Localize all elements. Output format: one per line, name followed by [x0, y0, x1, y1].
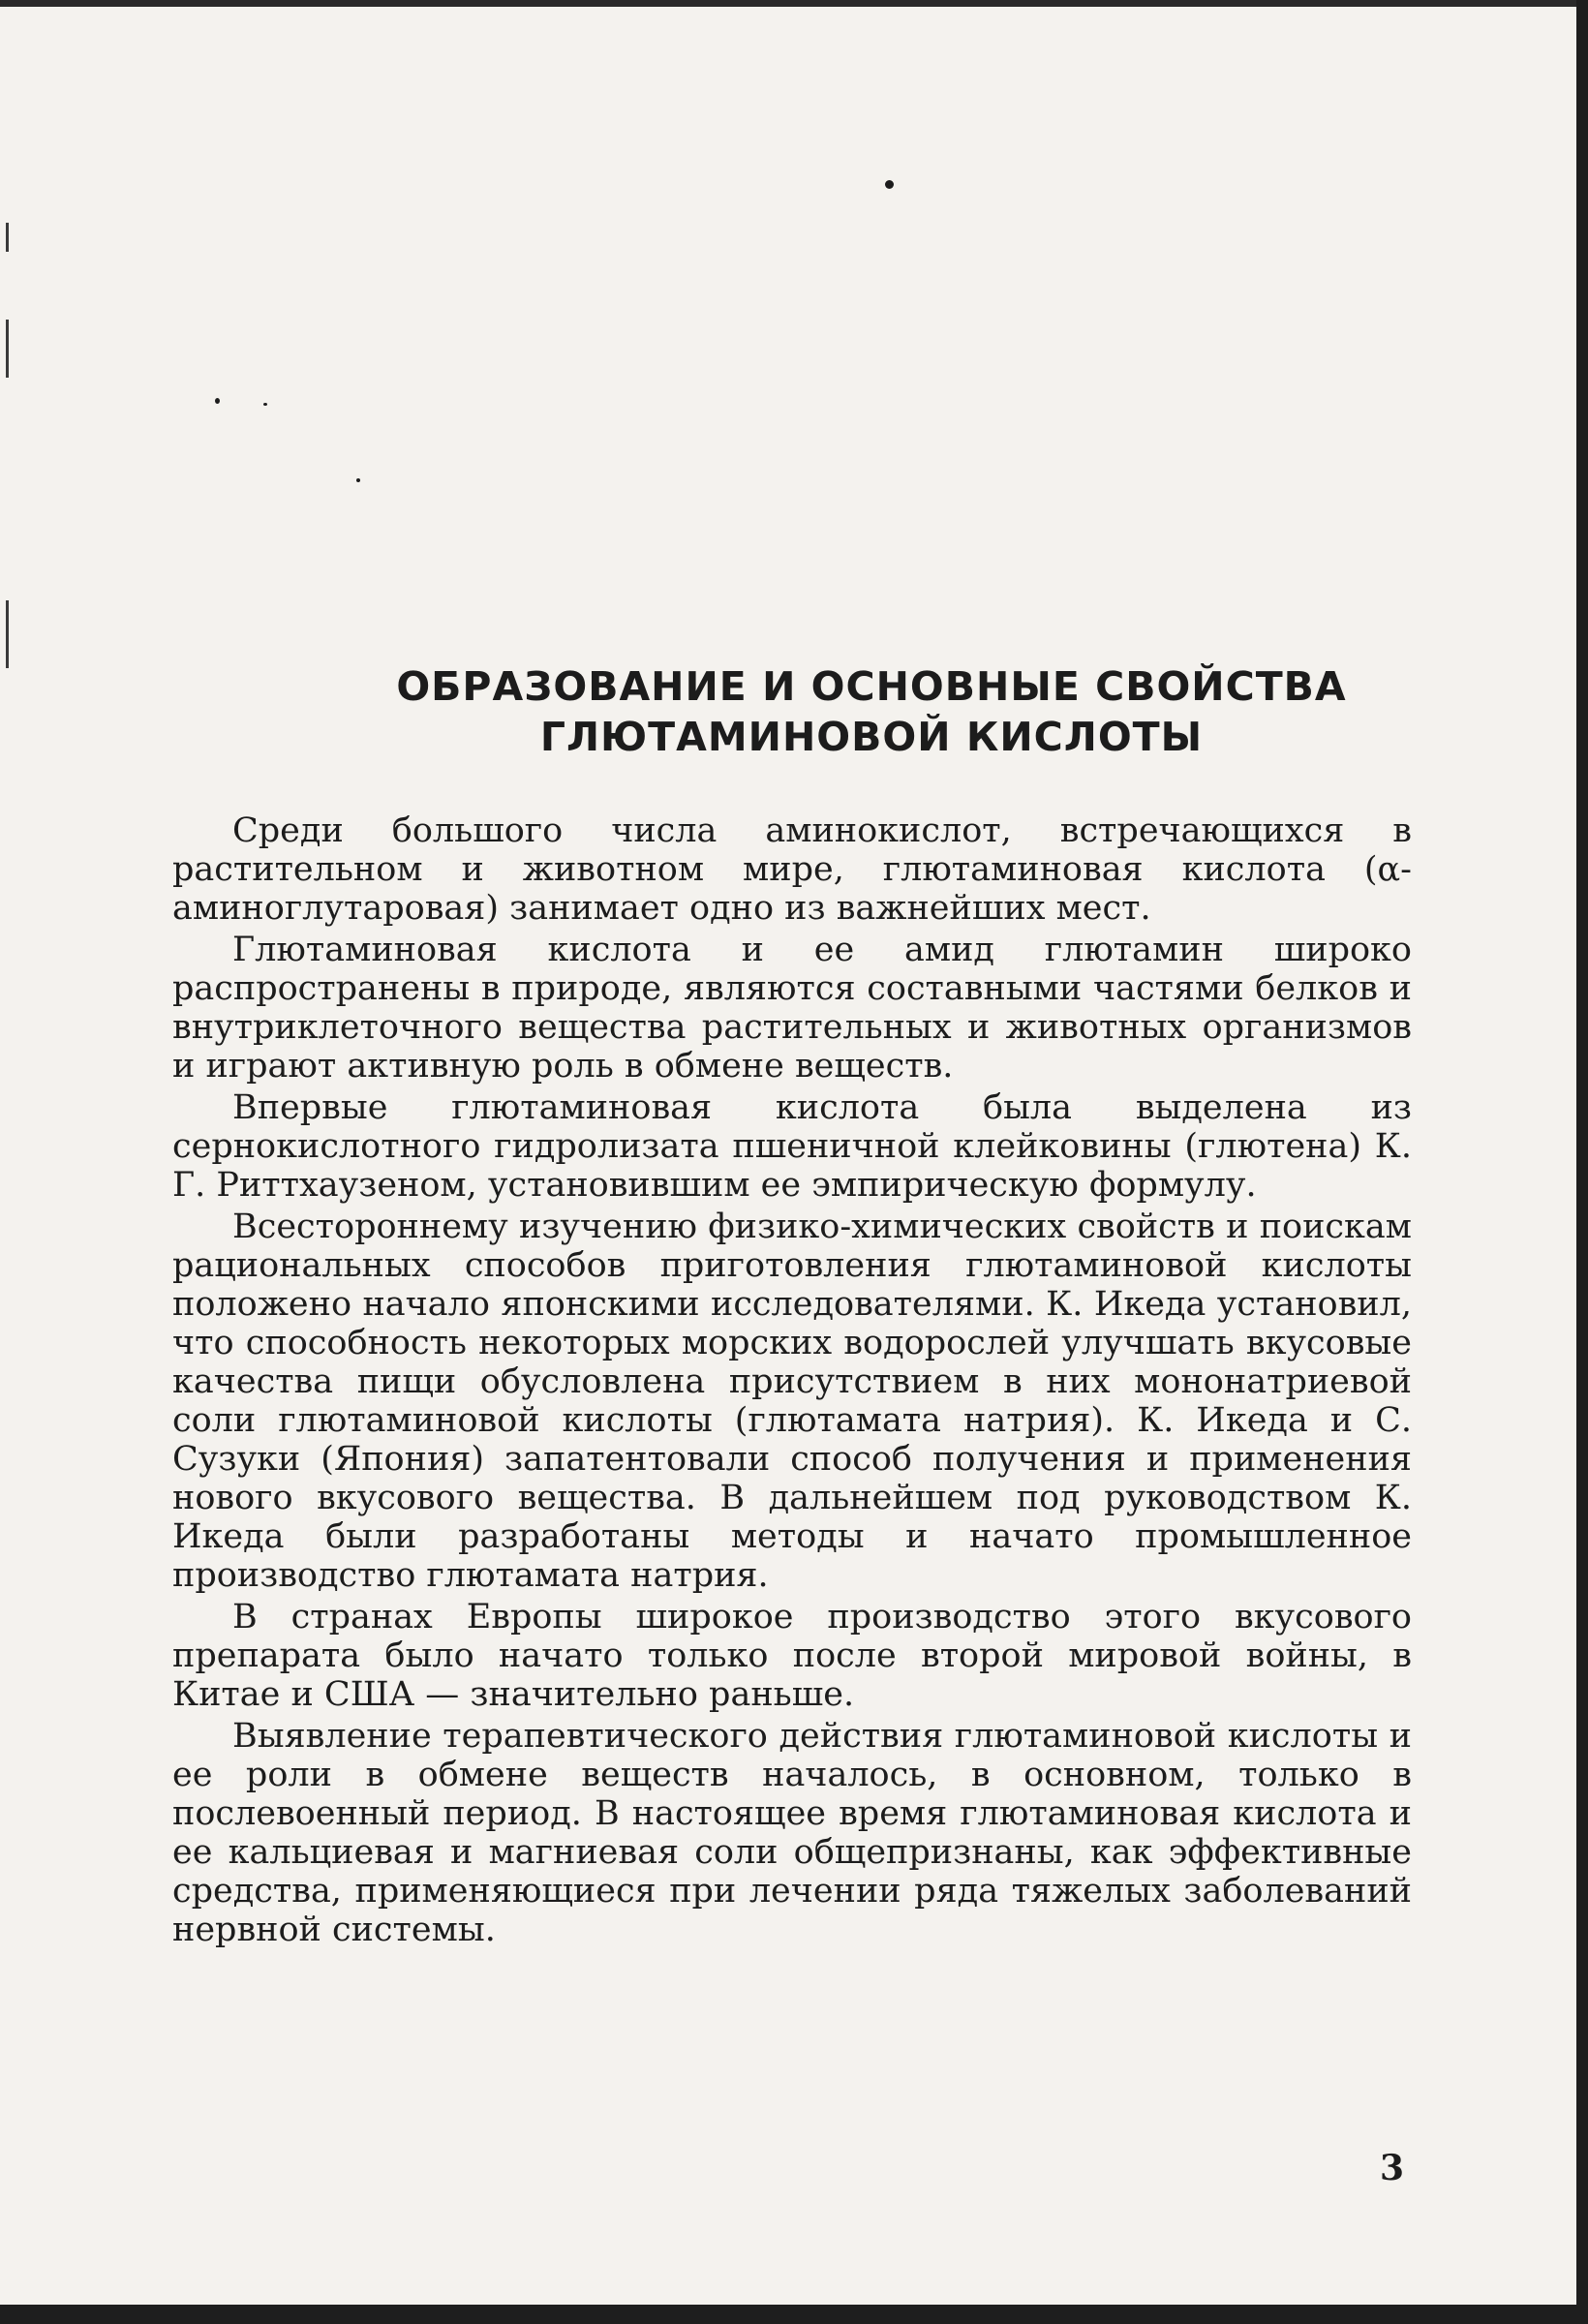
ink-speck	[885, 180, 894, 189]
body-text	[172, 811, 1412, 1952]
paragraph-5: В странах Европы широкое производство этого вкусового препарата было начато только после второй мировой войны, в Китае и США — значительно раньше.	[172, 1598, 1412, 1714]
paragraph-3: Впервые глютаминовая кислота была выделена из сернокислотного гидролизата пшеничной клейковины (глютена) К. Г. Риттхаузеном, установившим ее эмпирическую формулу.	[172, 1088, 1412, 1205]
scan-edge-mark	[6, 320, 9, 378]
title-line-1: ОБРАЗОВАНИЕ И ОСНОВНЫЕ СВОЙСТВА	[396, 663, 1347, 710]
scan-edge-top	[0, 0, 1588, 7]
paragraph-4: Всестороннему изучению физико-химических свойств и поискам рациональных способов приготовления глютаминовой кислоты положено начало японскими исследователями. К. Икеда установил, что способность некоторых морских водорослей улучшать вкусовые качества пищи обусловлена присутствием в них мононатриевой соли глютаминовой кислоты (глютамата натрия). К. Икеда и С. Сузуки (Япония) запатентовали способ получения и применения нового вкусового вещества. В дальнейшем под руководством К. Икеда были разработаны методы и начато промышленное производство глютамата натрия.	[172, 1208, 1412, 1595]
scan-edge-bottom	[0, 2305, 1588, 2324]
paragraph-6: Выявление терапевтического действия глютаминовой кислоты и ее роли в обмене веществ началось, в основном, только в послевоенный период. В настоящее время глютаминовая кислота и ее кальциевая и магниевая соли общепризнаны, как эффективные средства, применяющиеся при лечении ряда тяжелых заболеваний нервной системы.	[172, 1717, 1412, 1949]
page-number: 3	[1380, 2148, 1405, 2188]
paragraph-2: Глютаминовая кислота и ее амид глютамин широко распространены в природе, являются составными частями белков и внутриклеточного вещества растительных и животных организмов и играют активную роль в обмене веществ.	[172, 931, 1412, 1086]
ink-speck	[215, 398, 220, 404]
title-line-2: ГЛЮТАМИНОВОЙ КИСЛОТЫ	[539, 714, 1204, 760]
scan-edge-mark	[6, 223, 9, 252]
scan-edge-right	[1576, 0, 1588, 2324]
ink-speck	[356, 478, 360, 482]
ink-speck	[263, 403, 267, 406]
section-title	[242, 661, 1501, 762]
scan-edge-mark	[6, 600, 9, 668]
paragraph-1: Среди большого числа аминокислот, встречающихся в растительном и животном мире, глютаминовая кислота (α-аминоглутаровая) занимает одно из важнейших мест.	[172, 811, 1412, 928]
